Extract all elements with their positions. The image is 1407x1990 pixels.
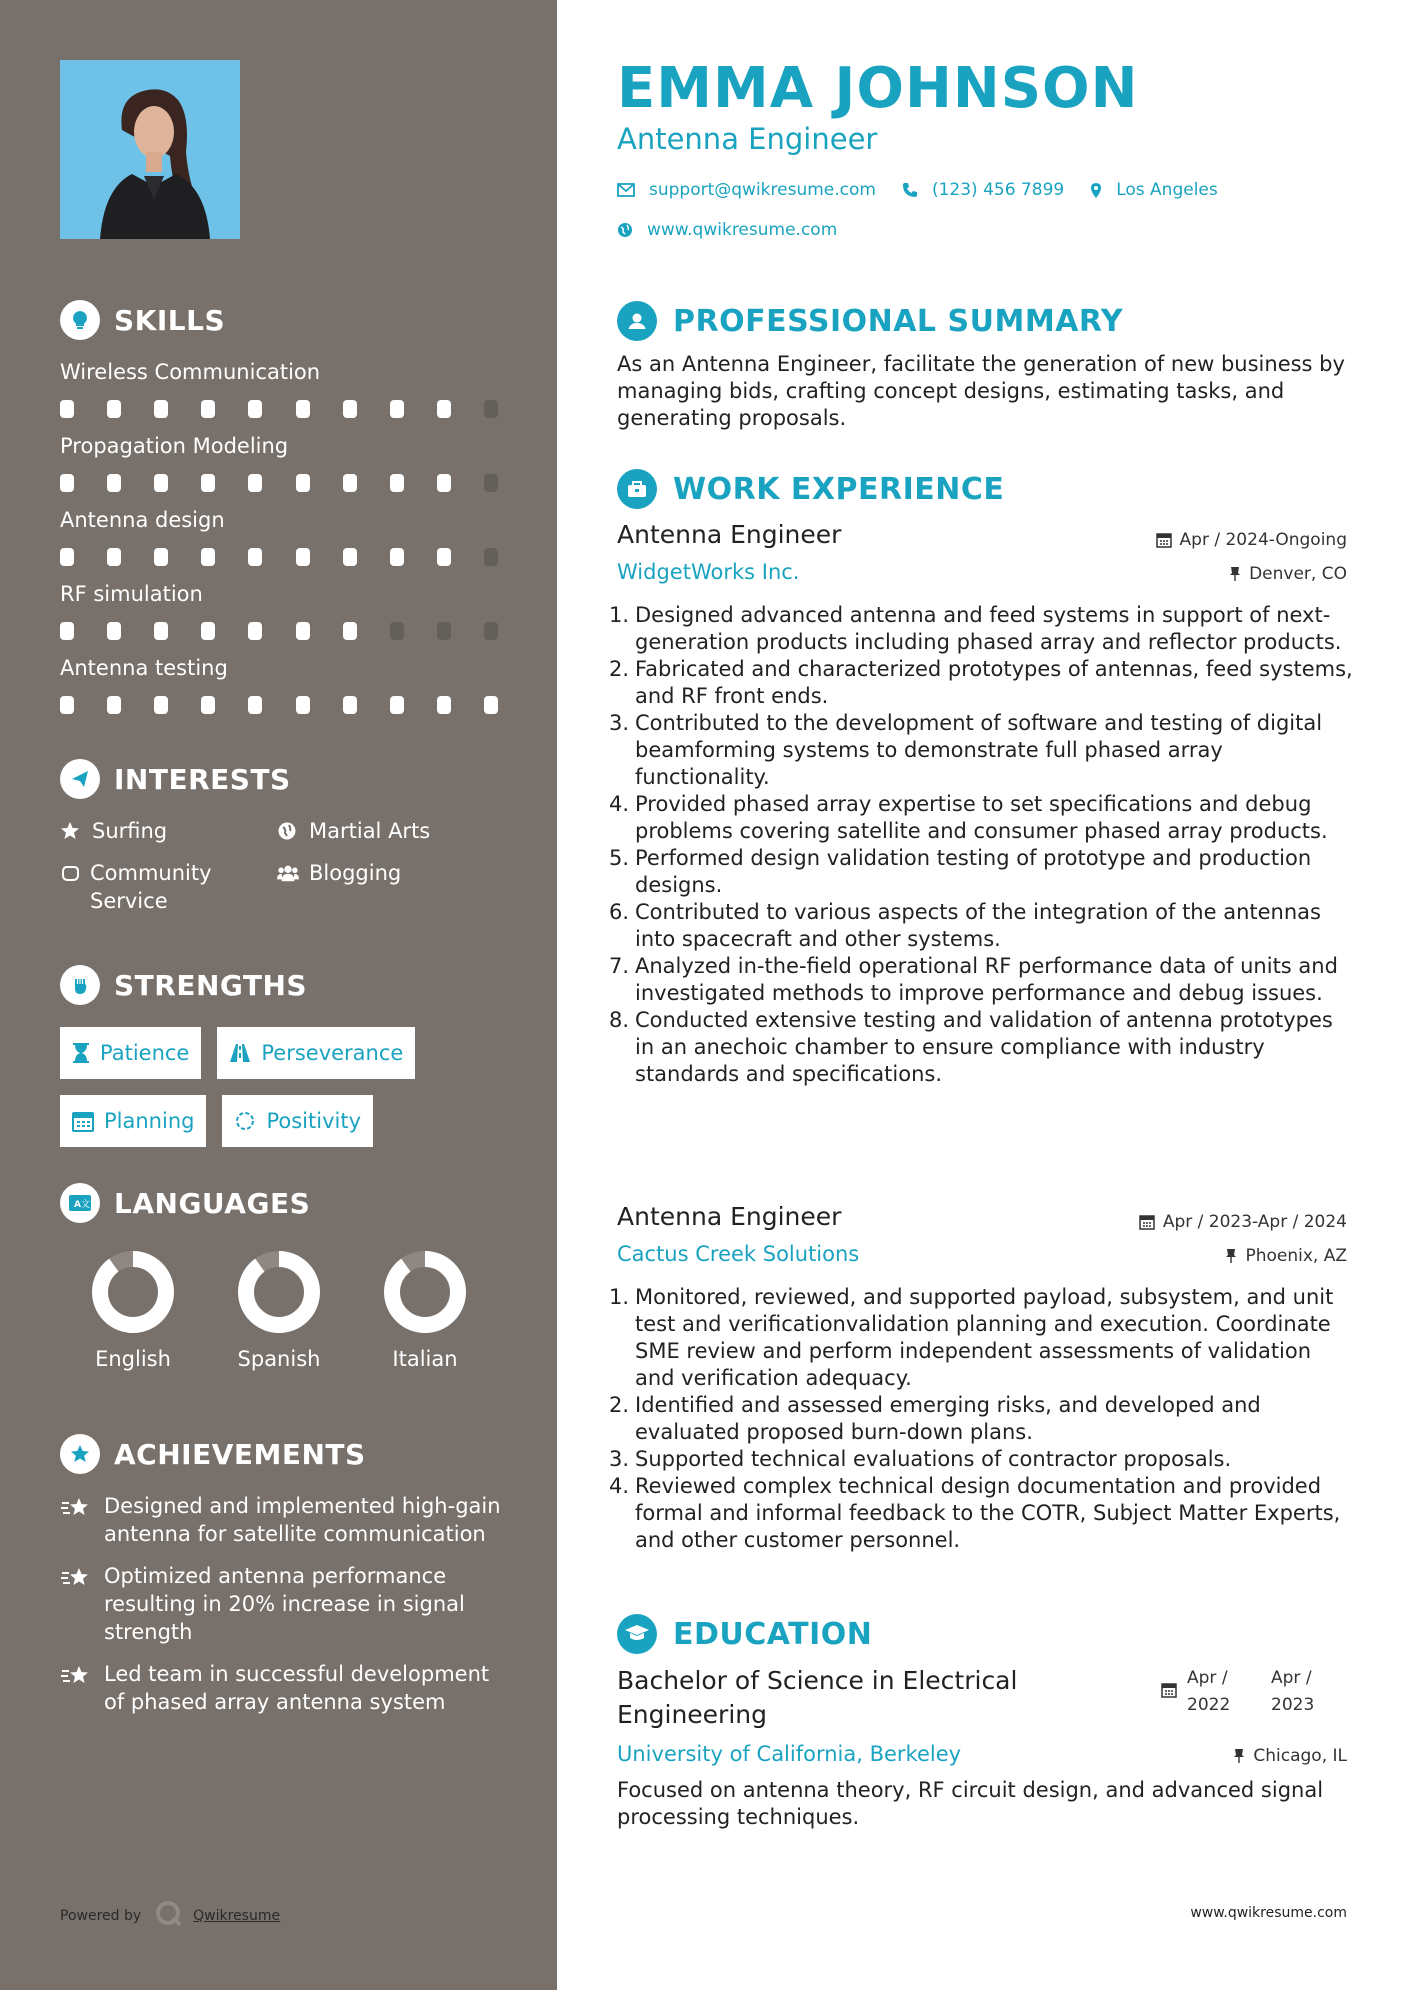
strength-badge [60,1027,201,1079]
graduation-cap-icon [617,1614,657,1654]
skill-dot-filled [390,696,404,714]
spinner-icon [234,1110,256,1132]
skill-dot-filled [343,474,357,492]
skill-level-dots [60,400,498,418]
skill-dot-empty [484,622,498,640]
skill-dot-filled [107,400,121,418]
job-dates-text: Apr / 2023-Apr / 2024 [1162,1212,1347,1232]
interests-section [60,759,520,915]
duty-item: Contributed to the development of software and testing of digital beamforming systems to demonstrate full phased array functionality. [635,711,1323,789]
globe-icon [617,222,633,238]
hourglass-icon [72,1042,90,1064]
company-name: Cactus Creek Solutions [617,1242,860,1266]
interests-heading [60,759,520,799]
calendar-icon [1156,532,1172,548]
skill-dot-filled [248,474,262,492]
skill-dot-filled [60,548,74,566]
languages-heading [60,1183,520,1223]
map-pin-icon [1090,182,1102,199]
duty-item: Performed design validation testing of prototype and production designs. [635,846,1312,897]
skill-dot-filled [107,548,121,566]
powered-by [60,1900,280,1932]
strength-label: Planning [104,1109,195,1133]
pin-icon [1233,1748,1245,1764]
skill-item [60,654,520,714]
skill-dot-filled [154,474,168,492]
contact-website[interactable]: www.qwikresume.com [647,220,838,240]
pin-icon [1225,1248,1237,1264]
qwikresume-link[interactable]: Qwikresume [193,1908,281,1924]
strengths-list [60,1027,460,1147]
job-location-text: Denver, CO [1249,564,1347,584]
svg-text:A: A [74,1200,81,1210]
powered-label: Powered by [60,1908,142,1924]
skill-dot-filled [201,548,215,566]
candidate-role: Antenna Engineer [617,122,878,156]
skill-dot-filled [296,622,310,640]
duty-item: Contributed to various aspects of the integration of the antennas into spacecraft and other systems. [635,900,1321,951]
language-level-ring [382,1249,468,1335]
summary-title: PROFESSIONAL SUMMARY [673,303,1124,339]
company-name: WidgetWorks Inc. [617,560,800,584]
skill-dot-filled [248,622,262,640]
summary-text: As an Antenna Engineer, facilitate the generation of new business by managing bids, crafting concept designs, estimating tasks, and generating proposals. [617,352,1345,430]
skill-dot-filled [296,548,310,566]
achievements-section [60,1434,520,1716]
summary-heading [617,301,1123,341]
degree-title: Bachelor of Science in Electrical Engineering [617,1666,1018,1729]
skill-dot-empty [484,548,498,566]
contact-email[interactable]: support@qwikresume.com [649,180,876,200]
job-dates-text: Apr / 2024-Ongoing [1179,530,1347,550]
education-text: Focused on antenna theory, RF circuit design, and advanced signal processing techniques. [617,1778,1324,1829]
user-icon [617,301,657,341]
strength-badge [60,1095,206,1147]
calendar-icon [1139,1214,1155,1230]
skill-item [60,358,520,418]
achievement-text: Led team in successful development of phased array antenna system [104,1662,490,1714]
qwikresume-logo-icon [155,1900,183,1932]
skill-dot-filled [390,400,404,418]
skill-dot-filled [437,400,451,418]
skill-item [60,580,520,640]
skill-dot-filled [343,622,357,640]
education-start-date: Apr / 2022 [1187,1668,1231,1715]
achievements-list [60,1492,520,1716]
profile-photo [60,60,240,239]
skill-dot-filled [107,622,121,640]
duty-item: Monitored, reviewed, and supported payload, subsystem, and unit test and verificationvalidation planning and execution. Coordinate SME review and perform independent assessments of validation and verification adequacy. [635,1285,1334,1390]
envelope-icon [617,183,635,197]
strength-badge [217,1027,415,1079]
skill-dot-filled [248,400,262,418]
skill-dot-filled [437,696,451,714]
shooting-star-icon [60,1492,94,1525]
lightbulb-icon [60,300,100,340]
skill-dot-filled [296,474,310,492]
achievement-item [60,1660,520,1716]
strength-label: Positivity [266,1109,361,1133]
skill-name: Antenna design [60,508,225,532]
shooting-star-icon [60,1660,94,1693]
skill-dot-filled [107,696,121,714]
skill-level-dots [60,474,498,492]
interests-title: INTERESTS [114,762,291,796]
skill-dot-filled [390,474,404,492]
skill-dot-filled [296,400,310,418]
duty-item: Designed advanced antenna and feed systems in support of next-generation products including phased array and reflector products. [635,603,1342,654]
skill-dot-filled [60,622,74,640]
achievement-item [60,1492,520,1548]
language-name: English [95,1347,171,1371]
skill-dot-filled [390,548,404,566]
skill-dot-filled [154,696,168,714]
svg-text:文: 文 [81,1200,91,1210]
skill-dot-filled [107,474,121,492]
duty-item: Supported technical evaluations of contractor proposals. [635,1447,1232,1471]
star-badge-icon [60,1434,100,1474]
job-location [1229,564,1347,584]
interest-item [277,859,497,915]
skill-level-dots [60,696,498,714]
skill-level-dots [60,622,498,640]
paper-plane-icon [60,759,100,799]
skill-name: Propagation Modeling [60,434,289,458]
interest-label: Blogging [309,861,402,885]
skill-dot-filled [437,548,451,566]
duty-item: Reviewed complex technical design documentation and provided formal and informal feedback to the COTR, Subject Matter Experts, and other customer personnel. [635,1474,1341,1552]
language-item [206,1249,352,1371]
hand-icon [60,859,80,887]
language-level-ring [236,1249,322,1335]
job-dates [1156,530,1347,550]
duty-item: Analyzed in-the-field operational RF performance data of units and investigated methods to improve performance and debug issues. [635,954,1338,1005]
translate-icon [60,1183,100,1223]
skill-item [60,432,520,492]
experience-heading [617,469,1004,509]
languages-title: LANGUAGES [114,1186,311,1220]
education-heading [617,1614,872,1654]
achievement-text: Optimized antenna performance resulting in 20% increase in signal strength [104,1564,465,1644]
job-title: Antenna Engineer [617,1202,842,1231]
achievement-item [60,1562,520,1646]
contact-location: Los Angeles [1116,180,1218,200]
experience-title: WORK EXPERIENCE [673,471,1005,507]
interest-label: Martial Arts [309,819,431,843]
achievement-text: Designed and implemented high-gain antenna for satellite communication [104,1494,501,1546]
pin-icon [1229,566,1241,582]
languages-section [60,1183,520,1371]
skill-dot-empty [484,474,498,492]
star-icon [60,817,82,845]
shooting-star-icon [60,1562,94,1595]
job-duties [617,602,1357,1088]
skill-dot-empty [484,400,498,418]
education-title: EDUCATION [673,1616,873,1652]
road-icon [229,1043,251,1063]
duty-item: Conducted extensive testing and validation of antenna prototypes in an anechoic chamber to ensure compliance with industry standards and specifications. [635,1008,1333,1086]
skill-name: RF simulation [60,582,203,606]
skill-dot-filled [154,622,168,640]
skill-dot-empty [390,622,404,640]
globe-icon [277,817,299,845]
skill-dot-filled [201,474,215,492]
fist-icon [60,965,100,1005]
language-level-ring [90,1249,176,1335]
language-name: Spanish [237,1347,321,1371]
skill-dot-filled [484,696,498,714]
phone-icon [902,182,918,198]
skill-dot-filled [60,400,74,418]
skill-item [60,506,520,566]
job-dates [1139,1212,1347,1232]
calendar-icon [72,1110,94,1132]
skills-section [60,300,520,714]
sidebar [0,0,557,1990]
duty-item: Provided phased array expertise to set specifications and debug problems covering satellite and consumer phased array products. [635,792,1328,843]
language-item [352,1249,498,1371]
skill-level-dots [60,548,498,566]
education-end-date: Apr / 2023 [1271,1668,1315,1715]
skill-dot-filled [60,474,74,492]
skill-dot-filled [60,696,74,714]
skill-dot-filled [154,548,168,566]
interest-label: Community Service [90,861,212,913]
strength-label: Perseverance [261,1041,404,1065]
job-title: Antenna Engineer [617,520,842,549]
skills-heading [60,300,520,340]
duty-item: Fabricated and characterized prototypes of antennas, feed systems, and RF front ends. [635,657,1353,708]
job-location-text: Phoenix, AZ [1245,1246,1347,1266]
skill-dot-filled [154,400,168,418]
website-row [617,220,863,240]
skill-dot-filled [437,474,451,492]
skill-dot-filled [248,548,262,566]
skill-dot-filled [296,696,310,714]
contact-row [617,180,1244,200]
language-item [60,1249,206,1371]
group-icon [277,859,299,887]
interest-label: Surfing [92,819,168,843]
education-location [1233,1746,1347,1766]
skills-title: SKILLS [114,303,226,337]
interest-item [277,817,497,845]
footer-website[interactable]: www.qwikresume.com [1190,1905,1347,1921]
skill-dot-empty [437,622,451,640]
skill-dot-filled [201,622,215,640]
contact-phone[interactable]: (123) 456 7899 [931,180,1065,200]
skill-name: Wireless Communication [60,360,321,384]
interest-item [60,817,277,845]
strength-label: Patience [100,1041,190,1065]
skill-dot-filled [248,696,262,714]
skill-dot-filled [343,548,357,566]
interests-list [60,817,520,915]
strengths-section [60,965,520,1147]
job-location [1225,1246,1347,1266]
skill-dot-filled [343,696,357,714]
education-location-text: Chicago, IL [1253,1746,1347,1766]
language-name: Italian [392,1347,458,1371]
duty-item: Identified and assessed emerging risks, and developed and evaluated proposed burn-down plans. [635,1393,1261,1444]
job-duties [617,1284,1357,1554]
briefcase-icon [617,469,657,509]
interest-item [60,859,277,915]
candidate-name: EMMA JOHNSON [617,56,1139,121]
strength-badge [222,1095,373,1147]
skill-name: Antenna testing [60,656,228,680]
calendar-icon [1161,1682,1177,1702]
achievements-heading [60,1434,520,1474]
achievements-title: ACHIEVEMENTS [114,1437,366,1471]
strengths-title: STRENGTHS [114,968,308,1002]
skill-dot-filled [343,400,357,418]
strengths-heading [60,965,520,1005]
school-name: University of California, Berkeley [617,1742,962,1766]
skills-list [60,358,520,714]
languages-list [60,1249,520,1371]
skill-dot-filled [201,400,215,418]
skill-dot-filled [201,696,215,714]
